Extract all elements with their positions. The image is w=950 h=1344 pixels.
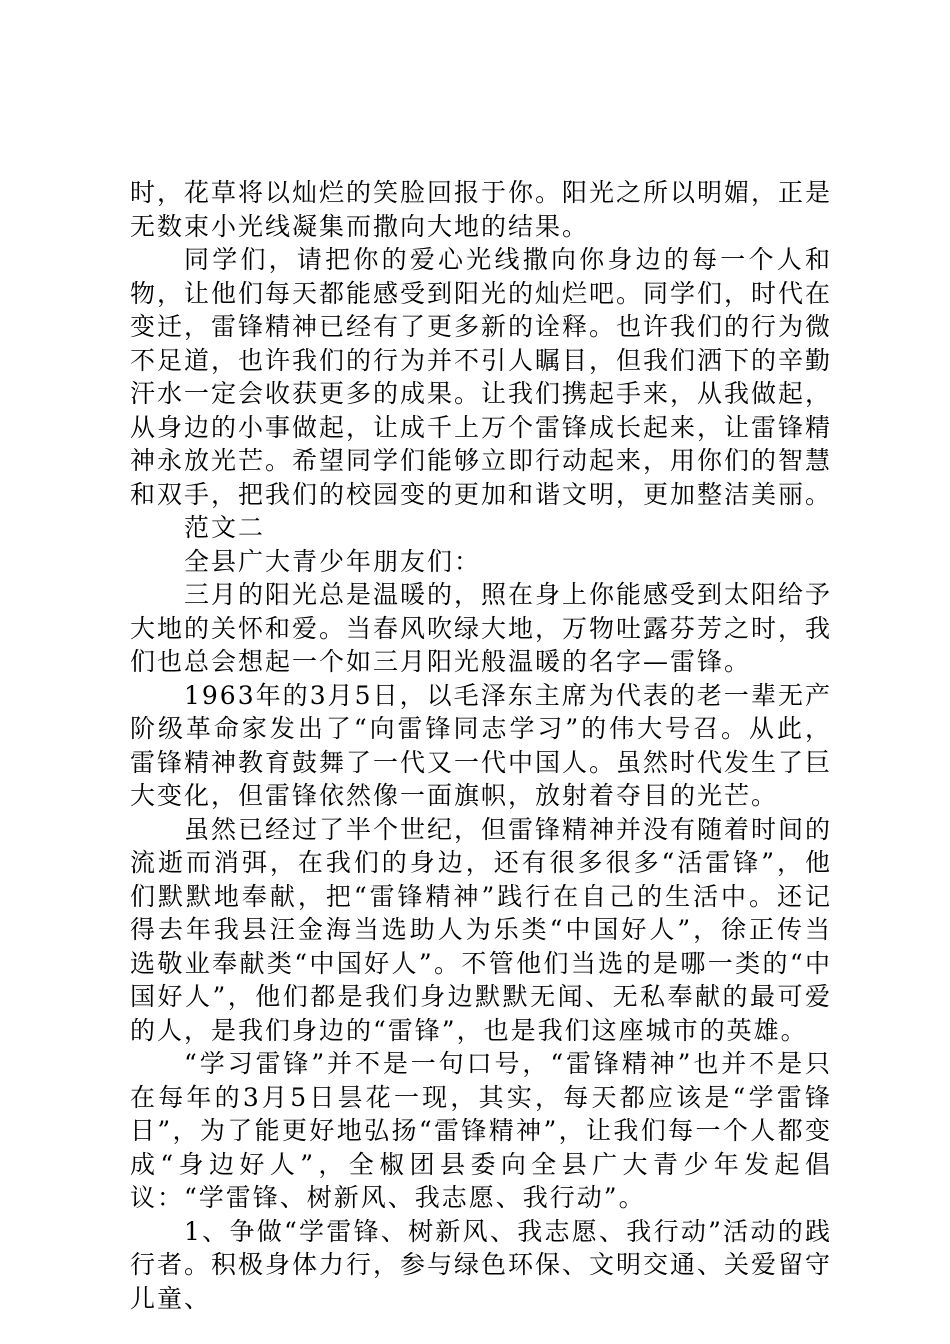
- paragraph-3: 三月的阳光总是温暖的，照在身上你能感受到太阳给予大地的关怀和爱。当春风吹绿大地，万物吐露芬芳之时，我们也总会想起一个如三月阳光般温暖的名字—雷锋。: [130, 580, 833, 676]
- section-heading: 范文二: [184, 513, 266, 542]
- paragraph-2: 同学们，请把你的爱心光线撒向你身边的每一个人和物，让他们每天都能感受到阳光的灿烂吧。同学们，时代在变迁，雷锋精神已经有了更多新的诠释。也许我们的行为微不足道，也许我们的行为并不引人瞩目，但我们洒下的辛勤汗水一定会收获更多的成果。让我们携起手来，从我做起，从身边的小事做起，让成千上万个雷锋成长起来，让雷锋精神永放光芒。希望同学们能够立即行动起来，用你们的智慧和双手，把我们的校园变的更加和谐文明，更加整洁美丽。: [130, 245, 833, 509]
- paragraph-6: “学习雷锋”并不是一句口号，“雷锋精神”也并不是只在每年的3月5日昙花一现，其实，每天都应该是“学雷锋日”，为了能更好地弘扬“雷锋精神”，让我们每一个人都变成“身边好人”，全椒团县委向全县广大青少年发起倡议：“学雷锋、树新风、我志愿、我行动”。: [130, 1049, 832, 1212]
- paragraph-1: 时，花草将以灿烂的笑脸回报于你。阳光之所以明媚，正是无数束小光线凝集而撒向大地的结果。: [130, 178, 833, 241]
- paragraph-7: 1、争做“学雷锋、树新风、我志愿、我行动”活动的践行者。积极身体力行，参与绿色环保、文明交通、关爱留守儿童、: [130, 1216, 833, 1313]
- document-body: [130, 176, 832, 1315]
- paragraph-5: 虽然已经过了半个世纪，但雷锋精神并没有随着时间的流逝而消弭，在我们的身边，还有很多很多“活雷锋”，他们默默地奉献，把“雷锋精神”践行在自己的生活中。还记得去年我县汪金海当选助人为乐类“中国好人”，徐正传当选敬业奉献类“中国好人”。不管他们当选的是哪一类的“中国好人”，他们都是我们身边默默无闻、无私奉献的最可爱的人，是我们身边的“雷锋”，也是我们这座城市的英雄。: [130, 814, 833, 1045]
- paragraph-4: 1963年的3月5日，以毛泽东主席为代表的老一辈无产阶级革命家发出了“向雷锋同志学习”的伟大号召。从此，雷锋精神教育鼓舞了一代又一代中国人。虽然时代发生了巨大变化，但雷锋依然像一面旗帜，放射着夺目的光芒。: [130, 680, 833, 810]
- salutation: 全县广大青少年朋友们：: [184, 546, 482, 576]
